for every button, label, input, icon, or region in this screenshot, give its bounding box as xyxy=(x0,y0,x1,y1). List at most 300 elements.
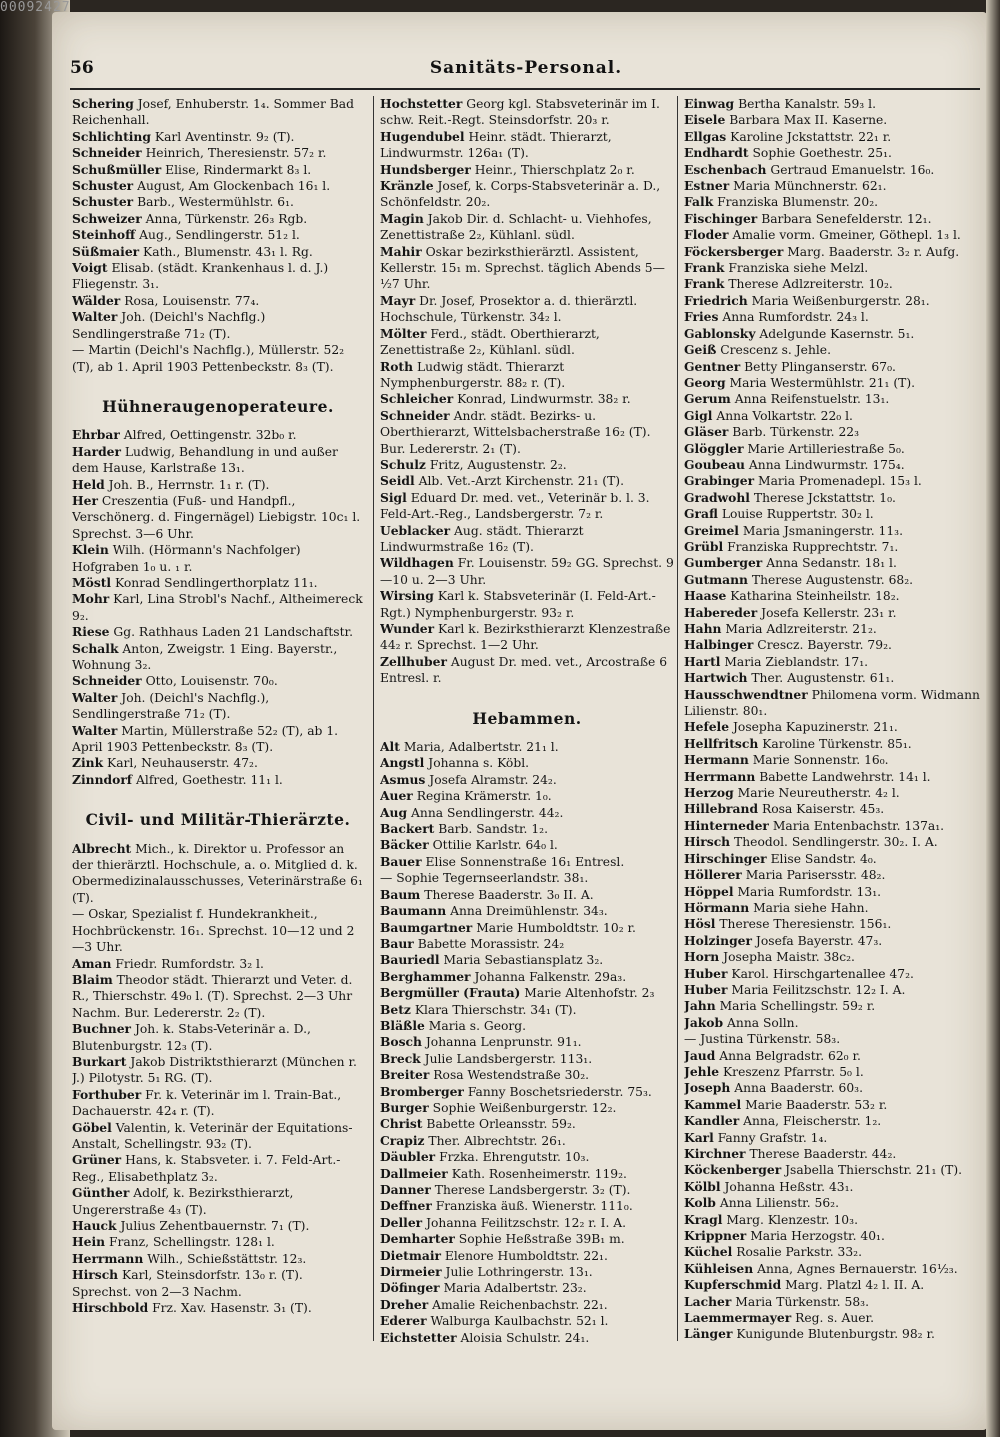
directory-entry xyxy=(380,805,674,821)
entry-details: Karol. Hirschgartenallee 47₂. xyxy=(731,966,914,981)
directory-entry xyxy=(684,375,980,391)
entry-name: Hefele xyxy=(684,719,730,735)
directory-entry xyxy=(72,293,364,309)
directory-entry xyxy=(72,591,364,624)
entry-details: Karl, Neuhauserstr. 47₂. xyxy=(107,756,258,771)
directory-entry xyxy=(684,1146,980,1162)
directory-entry xyxy=(684,687,980,720)
entry-name: Steinhoff xyxy=(72,227,136,243)
entry-name: Ellgas xyxy=(684,128,727,144)
entry-name: Baur xyxy=(380,935,414,951)
directory-entry xyxy=(684,490,980,506)
directory-entry xyxy=(684,752,980,768)
entry-details: Ottilie Karlstr. 64₀ l. xyxy=(432,838,558,853)
entry-name: Eschenbach xyxy=(684,161,767,177)
directory-list xyxy=(380,739,674,1346)
entry-name: Hundsberger xyxy=(380,161,471,177)
entry-name: Mayr xyxy=(380,292,416,308)
column-1 xyxy=(72,96,364,1416)
entry-name: Zink xyxy=(72,755,104,771)
entry-name: Wälder xyxy=(72,292,121,308)
directory-entry xyxy=(380,1330,674,1346)
directory-entry xyxy=(684,112,980,128)
entry-details: Franziska siehe Melzl. xyxy=(728,261,869,276)
entry-details: Maria Jsmaningerstr. 11₃. xyxy=(742,523,903,538)
entry-name: Huber xyxy=(684,965,728,981)
entry-details: Adelgunde Kasernstr. 5₁. xyxy=(759,326,915,341)
entry-name: Dirmeier xyxy=(380,1264,442,1280)
directory-entry xyxy=(684,605,980,621)
directory-entry xyxy=(380,588,674,621)
entry-name: Höppel xyxy=(684,883,734,899)
entry-details: Maria Westermühlstr. 21₁ (T). xyxy=(729,375,916,390)
entry-name: Gigl xyxy=(684,407,713,423)
directory-entry xyxy=(684,572,980,588)
entry-name: Hirsch xyxy=(72,1267,119,1283)
directory-entry xyxy=(380,1280,674,1296)
entry-details: Sophie Heßstraße 39B₁ m. xyxy=(458,1232,625,1247)
directory-entry xyxy=(380,326,674,359)
entry-name: Herzog xyxy=(684,785,734,801)
directory-entry xyxy=(380,1051,674,1067)
entry-details: Josepha Maistr. 38c₂. xyxy=(723,950,855,965)
entry-name: Held xyxy=(72,476,105,492)
entry-details: Gertraud Emanuelstr. 16₀. xyxy=(770,162,935,177)
directory-entry xyxy=(684,1310,980,1326)
directory-entry xyxy=(72,1152,364,1185)
entry-details: Fanny Boschetsriederstr. 75₃. xyxy=(467,1084,652,1099)
entry-name: Roth xyxy=(380,358,414,374)
entry-name: Endhardt xyxy=(684,145,749,161)
directory-entry xyxy=(380,788,674,804)
entry-name: Hillebrand xyxy=(684,801,759,817)
entry-details: Rosa Kaiserstr. 45₃. xyxy=(761,802,885,817)
entry-name: Dallmeier xyxy=(380,1165,448,1181)
entry-name: Zinndorf xyxy=(72,771,133,787)
directory-entry xyxy=(684,506,980,522)
entry-details: Marg. Baaderstr. 3₂ r. Aufg. xyxy=(787,244,960,259)
entry-name: Magin xyxy=(380,210,424,226)
column-3 xyxy=(684,96,980,1416)
entry-details: Kath. Rosenheimerstr. 119₂. xyxy=(451,1166,627,1181)
directory-entry xyxy=(380,1084,674,1100)
directory-entry xyxy=(380,1034,674,1050)
directory-entry xyxy=(380,490,674,523)
entry-name: Blaim xyxy=(72,971,113,987)
entry-details: Julius Zehentbauernstr. 7₁ (T). xyxy=(120,1219,310,1233)
directory-entry xyxy=(684,1097,980,1113)
directory-entry xyxy=(72,96,364,129)
entry-details: Hans, k. Stabsveter. i. 7. Feld-Art.-Reg., Elisabethplatz 3₂. xyxy=(72,1153,341,1184)
entry-name: Jaud xyxy=(684,1047,716,1063)
directory-entry xyxy=(380,178,674,211)
entry-details: Johanna s. Köbl. xyxy=(428,756,530,771)
entry-name: Mohr xyxy=(72,591,110,607)
entry-details: Karl k. Bezirksthierarzt Klenzestraße 44₂ r. Sprechst. 1—2 Uhr. xyxy=(380,622,671,653)
entry-details: Fanny Grafstr. 1₄. xyxy=(717,1130,828,1145)
entry-details: Joh. (Deichl's Nachflg.) Sendlingerstraße 71₂ (T). xyxy=(72,310,266,341)
entry-details: Elise Sandstr. 4₀. xyxy=(770,851,877,866)
directory-entry xyxy=(72,906,364,955)
directory-entry xyxy=(380,755,674,771)
directory-entry xyxy=(380,903,674,919)
entry-details: Maria Promenadepl. 15₃ l. xyxy=(757,474,922,489)
directory-entry xyxy=(684,884,980,900)
entry-name: Hösl xyxy=(684,916,716,932)
entry-name: Schuster xyxy=(72,194,134,210)
entry-name: Mahir xyxy=(380,243,422,259)
entry-name: Estner xyxy=(684,178,730,194)
entry-name: Bosch xyxy=(380,1034,422,1050)
directory-entry xyxy=(380,391,674,407)
entry-details: Anna Solln. xyxy=(727,1015,799,1030)
directory-entry xyxy=(684,1064,980,1080)
entry-details: Johanna Lenprunstr. 91₁. xyxy=(425,1035,582,1050)
entry-details: Crescz. Bayerstr. 79₂. xyxy=(757,638,892,653)
entry-name: Floder xyxy=(684,227,729,243)
entry-name: Burger xyxy=(380,1099,429,1115)
entry-details: Maria Feilitzschstr. 12₂ I. A. xyxy=(731,982,906,997)
directory-entry xyxy=(72,427,364,443)
directory-entry xyxy=(72,956,364,972)
column-2 xyxy=(380,96,674,1416)
entry-name: Wunder xyxy=(380,621,435,636)
entry-details: Heinr. städt. Thierarzt, Lindwurmstr. 126a₁ (T). xyxy=(380,129,612,161)
entry-name: Kupferschmid xyxy=(684,1277,782,1293)
entry-name: Voigt xyxy=(72,260,108,276)
entry-name: Breck xyxy=(380,1050,421,1066)
entry-name: Klein xyxy=(72,542,109,558)
directory-list xyxy=(72,96,364,375)
entry-name: Sigl xyxy=(380,489,407,505)
entry-details: Frzka. Ehrengutstr. 10₃. xyxy=(439,1150,590,1165)
entry-name: Habereder xyxy=(684,604,758,620)
directory-list xyxy=(380,96,674,687)
directory-entry xyxy=(684,260,980,276)
entry-name: Grübl xyxy=(684,538,724,554)
entry-details: Marie Humboldtstr. 10₂ r. xyxy=(476,920,636,935)
directory-entry xyxy=(684,244,980,260)
page-number: 56 xyxy=(70,58,94,78)
entry-details: Sophie Weißenburgerstr. 12₂. xyxy=(432,1100,617,1115)
entry-name: Auer xyxy=(380,788,413,804)
entry-details: Karl, Lina Strobl's Nachf., Altheimereck 9₂. xyxy=(72,592,363,623)
directory-entry xyxy=(684,900,980,916)
entry-name: Hartl xyxy=(684,653,721,669)
entry-name: Hein xyxy=(72,1234,106,1250)
directory-entry xyxy=(380,96,674,129)
section-heading: Civil- und Militär-Thierärzte. xyxy=(85,810,351,830)
entry-details: Alfred, Oettingenstr. 32b₀ r. xyxy=(123,428,297,443)
entry-details: Johanna Falkenstr. 29a₃. xyxy=(474,969,627,984)
entry-name: Schneider xyxy=(380,407,450,423)
entry-details: Konrad Sendlingerthorplatz 11₁. xyxy=(115,575,318,590)
directory-entry xyxy=(684,326,980,342)
header-rule xyxy=(70,88,980,90)
entry-details: Anna, Fleischerstr. 1₂. xyxy=(743,1114,882,1129)
directory-entry xyxy=(72,1120,364,1153)
directory-entry xyxy=(684,424,980,440)
entry-name: Kirchner xyxy=(684,1146,746,1161)
entry-details: Marie Artilleriestraße 5₀. xyxy=(747,441,905,456)
entry-name: Backert xyxy=(380,821,435,837)
entry-details: Gg. Rathhaus Laden 21 Landschaftstr. xyxy=(113,625,353,640)
directory-entry xyxy=(380,920,674,936)
entry-details: Adolf, k. Bezirksthierarzt, Ungererstraße 4₃ (T). xyxy=(72,1186,294,1217)
entry-details: August Dr. med. vet., Arcostraße 6 Entresl. r. xyxy=(380,654,668,686)
directory-entry xyxy=(684,276,980,292)
directory-entry xyxy=(684,1326,980,1342)
entry-name: Hauck xyxy=(72,1218,117,1233)
entry-name: Fischinger xyxy=(684,210,758,226)
entry-name: Möstl xyxy=(72,574,112,590)
entry-details: Anna Dreimühlenstr. 34₃. xyxy=(450,904,608,919)
directory-entry xyxy=(380,1100,674,1116)
entry-details: Anna Rumfordstr. 24₃ l. xyxy=(722,310,869,325)
directory-entry xyxy=(684,949,980,965)
entry-name: Karl xyxy=(684,1129,714,1145)
entry-name: Schuster xyxy=(72,178,134,194)
entry-name: Kölbl xyxy=(684,1178,721,1194)
entry-details: August, Am Glockenbach 16₁ l. xyxy=(137,179,331,194)
directory-entry xyxy=(684,1162,980,1178)
entry-name: Hausschwendtner xyxy=(684,686,808,702)
directory-entry xyxy=(684,227,980,243)
page-title: Sanitäts-Personal. xyxy=(429,58,623,78)
entry-details: Josef, Enhuberstr. 1₄. Sommer Bad Reichenhall. xyxy=(72,97,354,128)
entry-name: Falk xyxy=(684,194,714,210)
directory-entry xyxy=(684,933,980,949)
entry-details: Josefa Bayerstr. 47₃. xyxy=(755,933,883,948)
entry-details: Fritz, Augustenstr. 2₂. xyxy=(429,457,567,472)
entry-name: Schalk xyxy=(72,640,119,656)
entry-name: Jahn xyxy=(684,998,716,1014)
entry-details: Aug., Sendlingerstr. 51₂ l. xyxy=(139,228,300,243)
directory-entry xyxy=(380,837,674,853)
directory-entry xyxy=(72,1218,364,1234)
entry-name: Greimel xyxy=(684,522,739,538)
directory-entry xyxy=(380,457,674,473)
entry-name: Demharter xyxy=(380,1231,455,1247)
directory-entry xyxy=(72,444,364,477)
directory-entry xyxy=(684,145,980,161)
entry-details: Aug. städt. Thierarzt Lindwurmstraße 16₂ (T). xyxy=(380,523,584,554)
directory-entry xyxy=(684,654,980,670)
book-binding-right xyxy=(986,0,1000,1437)
directory-entry xyxy=(684,998,980,1014)
entry-details: Maria Herzogstr. 40₁. xyxy=(750,1229,885,1244)
directory-entry xyxy=(684,342,980,358)
entry-name: Schneider xyxy=(72,145,142,161)
directory-entry xyxy=(684,719,980,735)
entry-details: Kreszenz Pfarrstr. 5₀ l. xyxy=(723,1064,864,1079)
entry-name: Hahn xyxy=(684,621,722,636)
entry-details: Martin, Müllerstraße 52₂ (T), ab 1. April 1903 Pettenbeckstr. 8₃ (T). xyxy=(72,723,339,755)
entry-details: Marg. Platzl 4₂ l. II. A. xyxy=(785,1278,925,1293)
entry-details: Maria Münchnerstr. 62₁. xyxy=(733,179,887,194)
entry-name: Ueblacker xyxy=(380,522,451,538)
directory-entry xyxy=(380,1116,674,1132)
entry-details: Maria Adlzreiterstr. 21₂. xyxy=(725,622,877,636)
entry-details: Elenore Humboldtstr. 22₁. xyxy=(444,1248,608,1263)
entry-name: Betz xyxy=(380,1001,411,1017)
entry-name: Schweizer xyxy=(72,210,142,226)
entry-name: Kragl xyxy=(684,1211,723,1227)
entry-name: Hartwich xyxy=(684,670,748,686)
entry-details: Theodol. Sendlingerstr. 30₂. I. A. xyxy=(734,835,938,850)
entry-details: Anna Lindwurmstr. 175₄. xyxy=(748,457,905,472)
entry-details: Franz, Schellingstr. 128₁ l. xyxy=(108,1235,275,1250)
entry-name: Georg xyxy=(684,374,726,390)
entry-name: Länger xyxy=(684,1326,733,1342)
directory-entry xyxy=(72,244,364,260)
entry-details: Anna, Türkenstr. 26₃ Rgb. xyxy=(145,211,308,226)
entry-name: Fries xyxy=(684,309,719,325)
directory-entry xyxy=(72,194,364,210)
entry-name: Hermann xyxy=(684,752,749,768)
entry-name: Gutmann xyxy=(684,571,748,587)
directory-entry xyxy=(684,867,980,883)
entry-details: Maria Entenbachstr. 137a₁. xyxy=(772,818,945,833)
entry-details: Marie Sonnenstr. 16₀. xyxy=(752,753,889,768)
directory-entry xyxy=(380,739,674,755)
directory-entry xyxy=(380,1313,674,1329)
directory-entry xyxy=(72,673,364,689)
entry-name: Huber xyxy=(684,981,728,997)
directory-entry xyxy=(380,936,674,952)
entry-name: Schleicher xyxy=(380,391,454,407)
entry-details: — Oskar, Spezialist f. Hundekrankheit., Hochbrückenstr. 16₁. Sprechst. 10—12 und 2—3 Uhr. xyxy=(72,907,355,955)
entry-name: Schulz xyxy=(380,456,426,472)
entry-details: Therese Augustenstr. 68₂. xyxy=(751,572,914,587)
directory-entry xyxy=(684,1277,980,1293)
directory-entry xyxy=(684,588,980,604)
entry-details: Ludwig städt. Thierarzt Nymphenburgerstr. 88₂ r. (T). xyxy=(380,359,566,390)
entry-name: Deffner xyxy=(380,1198,432,1214)
entry-details: Maria Parisersstr. 48₂. xyxy=(745,868,886,883)
entry-details: Konrad, Lindwurmstr. 38₂ r. xyxy=(457,392,631,407)
entry-name: Günther xyxy=(72,1185,130,1201)
directory-entry xyxy=(380,473,674,489)
entry-details: Heinrich, Theresienstr. 57₂ r. xyxy=(145,146,327,161)
entry-name: Geiß xyxy=(684,342,717,358)
directory-entry xyxy=(380,654,674,687)
directory-entry xyxy=(380,952,674,968)
entry-name: Ehrbar xyxy=(72,427,120,443)
entry-details: Crescenz s. Jehle. xyxy=(720,343,831,358)
directory-entry xyxy=(380,1264,674,1280)
entry-details: Julie Lothringerstr. 13₁. xyxy=(445,1265,593,1280)
directory-entry xyxy=(684,1228,980,1244)
entry-details: Fr. Louisenstr. 59₂ GG. Sprechst. 9—10 u. 2—3 Uhr. xyxy=(380,556,674,587)
directory-entry xyxy=(684,966,980,982)
entry-details: Regina Krämerstr. 1₀. xyxy=(416,789,552,804)
entry-details: Maria Weißenburgerstr. 28₁. xyxy=(751,293,930,308)
entry-details: Anna Belgradstr. 62₀ r. xyxy=(719,1048,861,1063)
entry-name: Einwag xyxy=(684,96,735,111)
entry-name: Zellhuber xyxy=(380,653,447,669)
entry-name: Hugendubel xyxy=(380,128,465,144)
entry-details: Babette Landwehrstr. 14₁ l. xyxy=(759,769,931,784)
entry-details: Barb. Sandstr. 1₂. xyxy=(438,822,549,837)
entry-details: Babette Orleansstr. 59₂. xyxy=(426,1117,576,1132)
entry-details: Sophie Goethestr. 25₁. xyxy=(752,146,892,161)
entry-name: Dietmair xyxy=(380,1247,441,1263)
entry-details: Aloisia Schulstr. 24₁. xyxy=(460,1330,590,1345)
entry-name: Bauriedl xyxy=(380,952,440,968)
entry-name: Baumgartner xyxy=(380,919,473,935)
entry-name: Horn xyxy=(684,949,720,965)
directory-entry xyxy=(380,129,674,162)
entry-name: Kränzle xyxy=(380,178,434,194)
entry-name: Glöggler xyxy=(684,440,744,456)
entry-details: Elise Sonnenstraße 16₁ Entresl. xyxy=(425,854,625,869)
entry-name: Föckersberger xyxy=(684,243,784,259)
directory-entry xyxy=(72,972,364,1021)
entry-details: Jsabella Thierschstr. 21₁ (T). xyxy=(785,1163,963,1178)
directory-entry xyxy=(684,818,980,834)
directory-entry xyxy=(380,1215,674,1231)
directory-entry xyxy=(380,244,674,293)
entry-details: Maria Schellingstr. 59₂ r. xyxy=(719,999,876,1014)
directory-entry xyxy=(380,1166,674,1182)
entry-name: Hirschinger xyxy=(684,850,767,866)
directory-entry xyxy=(380,523,674,556)
entry-details: Babette Morassistr. 24₂ xyxy=(417,936,565,951)
entry-details: Reg. s. Auer. xyxy=(795,1311,874,1326)
directory-entry xyxy=(684,194,980,210)
entry-details: Fr. k. Veterinär im l. Train-Bat., Dachauerstr. 42₄ r. (T). xyxy=(72,1087,342,1119)
entry-name: Albrecht xyxy=(72,840,132,856)
directory-entry xyxy=(380,1067,674,1083)
directory-entry xyxy=(380,1149,674,1165)
directory-entry xyxy=(684,1130,980,1146)
entry-name: Gentner xyxy=(684,358,741,374)
entry-name: Schlichting xyxy=(72,128,151,144)
directory-entry xyxy=(72,1185,364,1218)
entry-details: Philomena vorm. Widmann Lilienstr. 80₁. xyxy=(684,687,980,719)
entry-details: Barb., Westermühlstr. 6₁. xyxy=(137,195,294,210)
entry-details: Oskar bezirksthierärztl. Assistent, Kellerstr. 15₁ m. Sprechst. täglich Abends 5—½7 Uhr. xyxy=(380,244,665,292)
scan-id: 00092427 xyxy=(0,0,71,15)
directory-entry xyxy=(684,391,980,407)
directory-entry xyxy=(684,523,980,539)
directory-entry xyxy=(72,1251,364,1267)
entry-details: Rosa Westendstraße 30₂. xyxy=(433,1068,590,1083)
entry-details: Therese Theresienstr. 156₁. xyxy=(719,917,892,932)
entry-name: Göbel xyxy=(72,1119,112,1135)
directory-entry xyxy=(684,851,980,867)
directory-entry xyxy=(380,870,674,886)
entry-name: Döfinger xyxy=(380,1280,440,1296)
entry-name: Hellfritsch xyxy=(684,735,759,751)
entry-name: Bromberger xyxy=(380,1083,464,1099)
directory-entry xyxy=(684,1015,980,1031)
directory-entry xyxy=(380,1018,674,1034)
directory-entry xyxy=(684,1179,980,1195)
entry-name: Angstl xyxy=(380,755,425,771)
entry-details: Heinr., Thierschplatz 2₀ r. xyxy=(474,162,635,177)
entry-name: Herrmann xyxy=(684,768,756,784)
entry-details: Josefa Alramstr. 24₂. xyxy=(429,772,557,787)
section-heading: Hebammen. xyxy=(472,708,582,728)
directory-entry xyxy=(380,162,674,178)
directory-entry xyxy=(72,211,364,227)
directory-entry xyxy=(684,96,980,112)
entry-details: Elisab. (städt. Krankenhaus l. d. J.) Fliegenstr. 3₁. xyxy=(72,261,329,292)
entry-details: Kath., Blumenstr. 43₁ l. Rg. xyxy=(143,244,313,259)
directory-entry xyxy=(72,260,364,293)
